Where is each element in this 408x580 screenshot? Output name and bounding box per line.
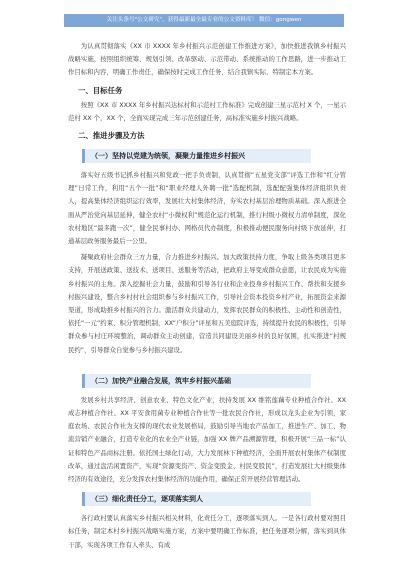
subsection-heading-responsibility: （三）细化责任分工，逐项落实到人 <box>82 492 311 506</box>
subsection-heading-party-building: （一）坚持以党建为统领，凝聚力量推进乡村振兴 <box>82 149 311 163</box>
document-body <box>68 40 346 554</box>
party-building-paragraph-2: 凝聚政府社会群众三方力量，合力推进乡村振兴。加大政策扶持力度，争取上级各类项目更多支持，开展送政策、送技术、送项目、送服务等活动，把政府主导变成群众意愿，让农民成为实施乡村振兴的主角。深入挖掘社会力量，鼓励和引导各行业和企业投身乡村振兴工作、帮扶和支援乡村振兴建设，整合乡村村社会组织参与乡村振兴工作，引导社会资本投资乡村产业，拓展资金来源渠道，形成助推乡村振兴的合力。激活群众共建动力，发挥农民群众的积极性、主动性和创造性，依托“一元”约束、积分管理机制，XX“户积分”评星和五美庭院评选，持续提升农民的积极性，引导群众参与村庄环境整治，调动群众主动创建，营造共同建设美丽乡村的良好氛围，扎实推进“村规民约”，引导群众自觉参与乡村振兴建设。 <box>68 253 346 354</box>
responsibility-paragraph: 各行政村要认真落实乡村振兴相关材料，化责任分工，逐项落实到人。一是各行政村要对照目标任务，制定本村乡村振兴战略实施方案，方案中要明确工作标准，把任务逐项分解，落实到具体干部，实现各项工作有人牵头、有成 <box>68 514 346 549</box>
promo-banner[interactable]: 关注头条号"公文研究"，获得最新最全最专业的公文资料库！ 微信：gongwen <box>64 14 344 27</box>
party-building-paragraph-1: 落实好五级书记抓乡村振兴和党政一把手负责制，认真贯彻“五星党支部”评选工作和“红分管理”日常工作，利用“五个一批”和“职业经理人外聘一批”选配机制，选配配强集体经济组织负责人，提高集体经济组织运行效率，发展壮大村集体经济，夯实农村基层治理物质基础。深入推进全面从严治党向基层延伸，健全农村“小微权利”规范化运行机制，推行村级小微权力清单制度，深化农村地区“最多跑一次”，健全民事村办、网格员代办制度，积极推动便民服务向村级下放延伸，打通基层政务服务最后一公里。 <box>68 171 346 246</box>
subsection-heading-industry: （二）加快产业融合发展，筑牢乡村振兴基础 <box>82 374 311 388</box>
goals-paragraph: 按照《XX 市 XXXX 年乡村振兴达标村和示范村工作标准》完成创建三星示范村 X 个，一星示范村 XX 个，XX 个，全面实现完成三年示范创建任务，高标准实施乡村振兴战略。 <box>68 100 346 122</box>
intro-paragraph: 为认真贯彻落实《XX 市 XXXX 年乡村振兴示范创建工作推进方案》，加快推进我镇乡村振兴战略实施，按照组织统筹、规划引领、改革驱动、示范带动、系统推动的工作思路，进一步推动工作目标和内容，明确工作责任，确保按时完成工作任务，结合我镇实际，特制定本方案。 <box>68 42 346 77</box>
section-heading-steps: 二、推进步骤及方法 <box>78 131 145 141</box>
section-heading-goals: 一、目标任务 <box>78 85 123 95</box>
industry-paragraph: 发展乡村共享经济、创意农业、特色文化产业，扶持发展 XX 维铭莲藕专业种植合作社、XX 成志种植合作社、XX 平安食用菌专业种植合作社等一批农民合作社，形成以龙头企业为引领，家庭农场、农民合作社为支撑的现代农业发展格局，鼓励引导当地农产品加工，推进生产、加工、物流营销产业融合，打造专业化的农业全产业链，加强 XX 牌产品溯源管理，积极开展“三品一标”认证和特色产品商标注册。依托国土绿化行动，大力发展林下种植经济，全面开展农村集体产权制度改革，通过盘活闲置资产，实现“资源变资产、资金变股金、村民变股民”，打造发展壮大村级集体经济的有效途径，充分发挥农村集体经济的功能作用，确保正常开展经营管理活动。 <box>68 395 346 484</box>
